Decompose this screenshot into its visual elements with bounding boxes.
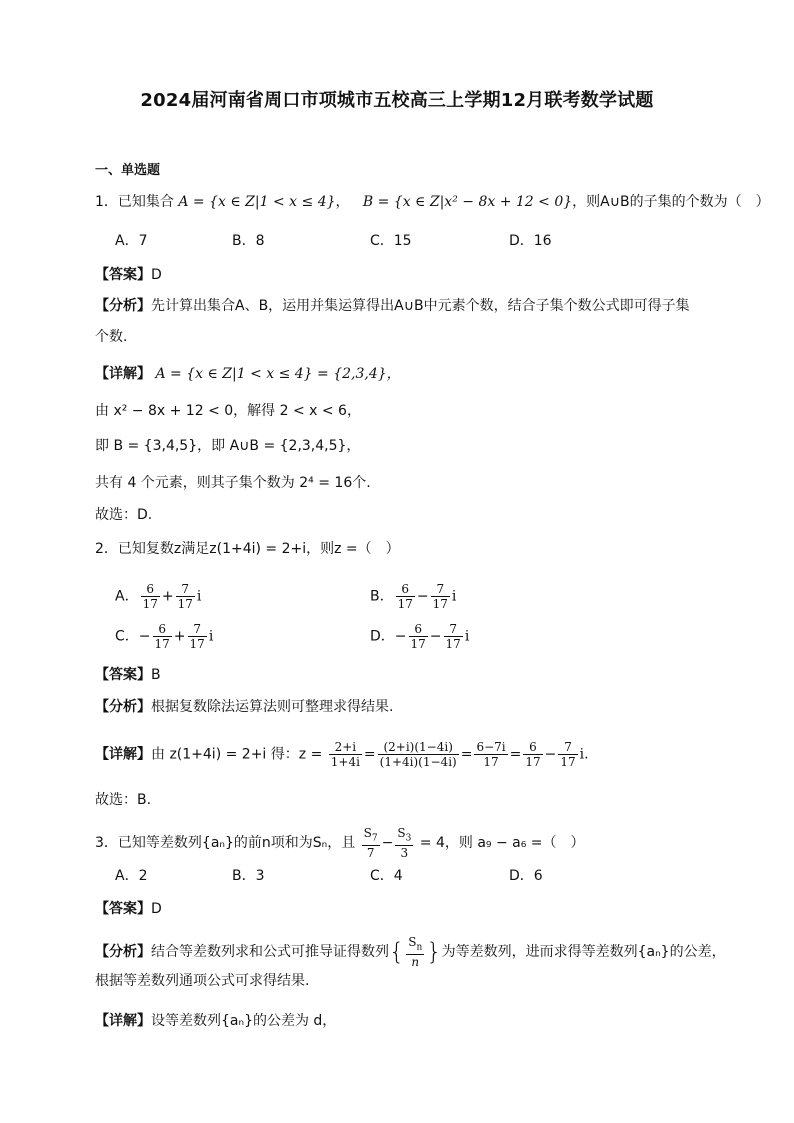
q3-answer: 【答案】D <box>95 901 162 917</box>
q2-stem: 2．已知复数z满足z(1+4i) = 2+i，则z =（ ） <box>95 541 400 557</box>
q1-analysis <box>95 296 690 316</box>
q1-analysis-cont: 个数. <box>95 329 128 345</box>
q2-option-a: A． $\frac{6}{17}$ + $\frac{7}{17}$ i <box>115 582 202 611</box>
q1-detail-2: 由 x² − 8x + 12 < 0，解得 2 < x < 6， <box>95 403 361 419</box>
q1-detail <box>95 364 401 384</box>
q3-stem-post: = 4，则 a₉ − a₆ =（ ） <box>419 835 585 852</box>
q3-answer-value: D <box>151 901 162 917</box>
analysis-label: 【分析】 <box>95 298 151 314</box>
q1-option-b: B．8 <box>232 233 265 249</box>
q3-stem: 3．已知等差数列{aₙ}的前n项和为Sₙ，且 $\frac{S_7}{7}$ − $\frac{S_3}{3}$ = 4，则 a₉ − a₆ =（ ） <box>95 826 585 861</box>
q1-option-a: A．7 <box>115 233 148 249</box>
q1-set-a: A = {x ∈ Z|1 < x ≤ 4} <box>178 194 336 210</box>
q3-option-a: A．2 <box>115 868 148 884</box>
detail-label: 【详解】 <box>95 366 151 382</box>
answer-label: 【答案】 <box>95 267 151 283</box>
q2-detail-pre: 由 z(1+4i) = 2+i 得：z = <box>151 746 323 763</box>
q1-set-b: B = {x ∈ Z|x² − 8x + 12 < 0} <box>362 194 573 210</box>
q2-analysis-text: 根据复数除法运算法则可整理求得结果. <box>151 699 394 715</box>
q3-analysis: 【分析】结合等差数列求和公式可推导证得数列{ $\frac{S_n}{n}$ }为等差数列，进而求得等差数列{aₙ}的公差， <box>95 935 726 970</box>
q3-option-c: C．4 <box>370 868 403 884</box>
q3-analysis-pre: 结合等差数列求和公式可推导证得数列 <box>151 944 389 961</box>
q1-detail-4: 共有 4 个元素，则其子集个数为 2⁴ = 16个. <box>95 475 371 491</box>
q2-option-b: B． $\frac{6}{17}$ − $\frac{7}{17}$ i <box>370 582 457 611</box>
q3-stem-pre: 3．已知等差数列{aₙ}的前n项和为Sₙ，且 <box>95 835 356 852</box>
page-title: 2024届河南省周口市项城市五校高三上学期12月联考数学试题 <box>140 90 654 111</box>
q2-option-c: C．− $\frac{6}{17}$ + $\frac{7}{17}$ i <box>115 622 214 651</box>
q3-analysis-post: 为等差数列，进而求得等差数列{aₙ}的公差， <box>441 944 726 961</box>
q1-answer <box>95 265 162 285</box>
q2-answer-value: B <box>151 667 161 683</box>
q1-option-c: C．15 <box>370 233 412 249</box>
q1-stem-post: ，则A∪B的子集的个数为（ ） <box>572 194 770 210</box>
q1-detail-3: 即 B = {3,4,5}，即 A∪B = {2,3,4,5}， <box>95 438 361 454</box>
q1-stem-pre: 1．已知集合 <box>95 194 174 210</box>
q3-option-b: B．3 <box>232 868 265 884</box>
q2-detail: 【详解】由 z(1+4i) = 2+i 得：z = $\frac{2+i}{1+4i}$ = $\frac{(2+i)(1-4i)}{(1+4i)(1-4i)}$ = $\frac{6-7i}{17}$ = $\frac{6}{17}$ − $\frac{7}{17}$ i. <box>95 740 589 769</box>
q3-analysis-cont: 根据等差数列通项公式可求得结果. <box>95 973 310 989</box>
section-heading: 一、单选题 <box>95 163 161 178</box>
q2-analysis: 【分析】根据复数除法运算法则可整理求得结果. <box>95 699 394 715</box>
q1-option-d: D．16 <box>509 233 552 249</box>
q2-conclusion: 故选：B. <box>95 792 152 808</box>
q3-detail: 【详解】设等差数列{aₙ}的公差为 d， <box>95 1013 337 1029</box>
q1-conclusion: 故选：D. <box>95 507 153 523</box>
q1-detail-1: A = {x ∈ Z|1 < x ≤ 4} = {2,3,4}， <box>155 366 401 382</box>
q1-stem: 1．已知集合 A = {x ∈ Z|1 < x ≤ 4}， B = {x ∈ Z|x² − 8x + 12 < 0}，则A∪B的子集的个数为（ ） <box>95 194 770 210</box>
q3-option-d: D．6 <box>509 868 543 884</box>
q3-detail-text: 设等差数列{aₙ}的公差为 d， <box>151 1013 337 1029</box>
q1-analysis-text: 先计算出集合A、B，运用并集运算得出A∪B中元素个数，结合子集个数公式即可得子集 <box>151 298 690 314</box>
q1-answer-value: D <box>151 267 162 283</box>
q2-option-d: D．− $\frac{6}{17}$ − $\frac{7}{17}$ i <box>370 622 470 651</box>
q2-answer: 【答案】B <box>95 667 161 683</box>
